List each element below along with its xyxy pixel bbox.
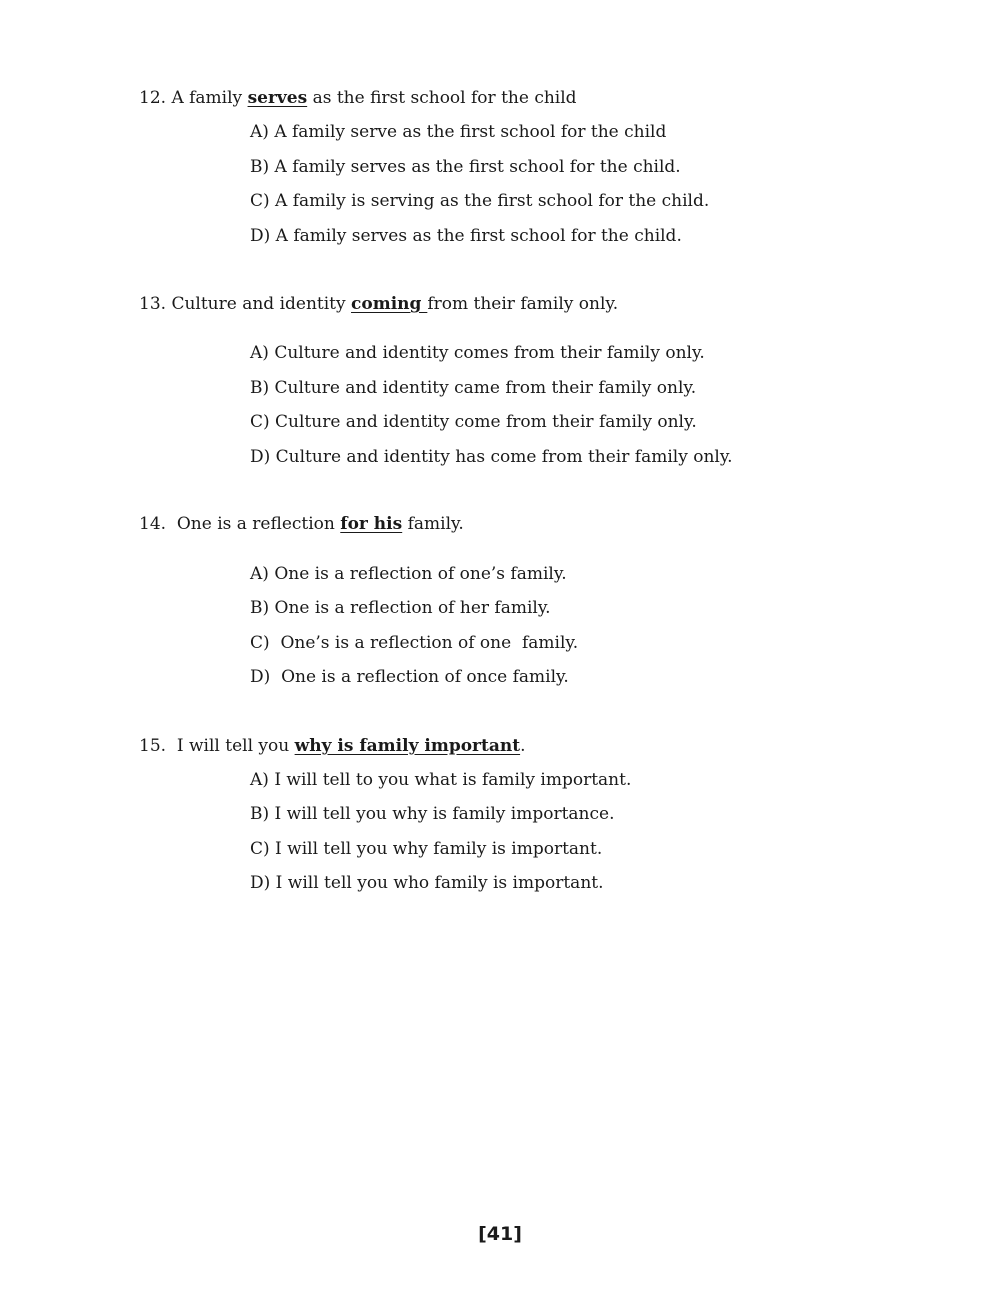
- question-12-prompt: [139, 87, 577, 109]
- question-12-option-b[interactable]: B) A family serves as the first school for the child.: [250, 157, 681, 177]
- question-14-prompt: [139, 513, 464, 535]
- question-15-prompt: [139, 735, 526, 757]
- question-13-option-d[interactable]: D) Culture and identity has come from their family only.: [250, 447, 733, 467]
- question-12-option-a[interactable]: A) A family serve as the first school for the child: [250, 122, 667, 142]
- prompt-text: A family: [166, 88, 248, 108]
- question-14-option-b[interactable]: B) One is a reflection of her family.: [250, 598, 551, 618]
- question-15-option-a[interactable]: A) I will tell to you what is family important.: [250, 770, 632, 790]
- question-13-option-c[interactable]: C) Culture and identity come from their family only.: [250, 412, 697, 432]
- question-15-option-c[interactable]: C) I will tell you why family is important.: [250, 839, 603, 859]
- question-number: 14.: [139, 514, 167, 534]
- prompt-text: as the first school for the child: [307, 88, 577, 108]
- prompt-text: One is a reflection: [166, 514, 341, 534]
- question-13-option-b[interactable]: B) Culture and identity came from their family only.: [250, 378, 697, 398]
- prompt-text: family.: [402, 514, 464, 534]
- prompt-text: .: [520, 736, 526, 756]
- question-number: 12.: [139, 88, 167, 108]
- question-14-option-d[interactable]: D) One is a reflection of once family.: [250, 667, 569, 687]
- page-number: [41]: [478, 1223, 522, 1245]
- prompt-text: from their family only.: [427, 294, 619, 314]
- question-12-option-d[interactable]: D) A family serves as the first school for the child.: [250, 226, 682, 246]
- underlined-target: coming: [351, 294, 428, 314]
- question-15-option-d[interactable]: D) I will tell you who family is important.: [250, 873, 604, 893]
- underlined-target: why is family important: [294, 736, 521, 756]
- prompt-text: I will tell you: [166, 736, 295, 756]
- question-number: 13.: [139, 294, 167, 314]
- underlined-target: serves: [247, 88, 308, 108]
- question-14-option-c[interactable]: C) One’s is a reflection of one family.: [250, 633, 579, 653]
- question-12-option-c[interactable]: C) A family is serving as the first school for the child.: [250, 191, 710, 211]
- question-13-prompt: [139, 293, 618, 315]
- underlined-target: for his: [340, 514, 403, 534]
- question-number: 15.: [139, 736, 167, 756]
- prompt-text: Culture and identity: [166, 294, 352, 314]
- question-13-option-a[interactable]: A) Culture and identity comes from their family only.: [250, 343, 705, 363]
- question-15-option-b[interactable]: B) I will tell you why is family importance.: [250, 804, 615, 824]
- question-14-option-a[interactable]: A) One is a reflection of one’s family.: [250, 564, 567, 584]
